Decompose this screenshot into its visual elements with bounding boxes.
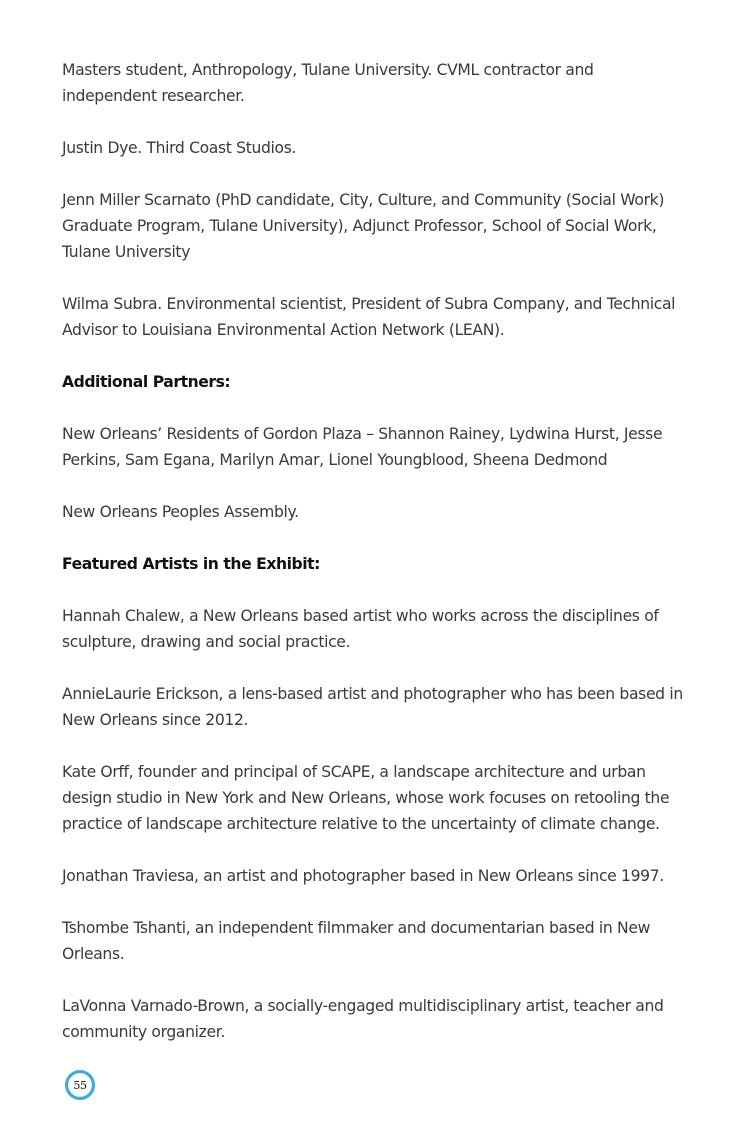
featured-artists-heading: Featured Artists in the Exhibit: [62, 555, 320, 573]
artist-paragraph: Hannah Chalew, a New Orleans based artist who works across the disciplines of sculpture, drawing and social practice. [62, 607, 659, 651]
page-body [62, 57, 692, 1071]
artist-paragraph: Jonathan Traviesa, an artist and photographer based in New Orleans since 1997. [62, 867, 664, 885]
artist-paragraph: Kate Orff, founder and principal of SCAPE, a landscape architecture and urban design studio in New York and New Orleans, whose work focuses on retooling the practice of landscape architecture relative to the uncertainty of climate change. [62, 763, 670, 833]
bio-paragraph: Masters student, Anthropology, Tulane University. CVML contractor and independent researcher. [62, 61, 594, 105]
partner-paragraph: New Orleans’ Residents of Gordon Plaza – Shannon Rainey, Lydwina Hurst, Jesse Perkins, Sam Egana, Marilyn Amar, Lionel Youngblood, Sheena Dedmond [62, 425, 663, 469]
bio-paragraph: Justin Dye. Third Coast Studios. [62, 139, 297, 157]
artist-paragraph: LaVonna Varnado-Brown, a socially-engaged multidisciplinary artist, teacher and community organizer. [62, 997, 664, 1041]
page-number-badge [65, 1070, 95, 1100]
additional-partners-heading: Additional Partners: [62, 373, 231, 391]
bio-paragraph: Jenn Miller Scarnato (PhD candidate, City, Culture, and Community (Social Work) Graduate Program, Tulane University), Adjunct Professor, School of Social Work, Tulane University [62, 191, 665, 261]
artist-paragraph: AnnieLaurie Erickson, a lens-based artist and photographer who has been based in New Orleans since 2012. [62, 685, 683, 729]
page-number: 55 [69, 1074, 91, 1096]
partner-paragraph: New Orleans Peoples Assembly. [62, 503, 299, 521]
artist-paragraph: Tshombe Tshanti, an independent filmmaker and documentarian based in New Orleans. [62, 919, 651, 963]
bio-paragraph: Wilma Subra. Environmental scientist, President of Subra Company, and Technical Advisor to Louisiana Environmental Action Network (LEAN). [62, 295, 676, 339]
